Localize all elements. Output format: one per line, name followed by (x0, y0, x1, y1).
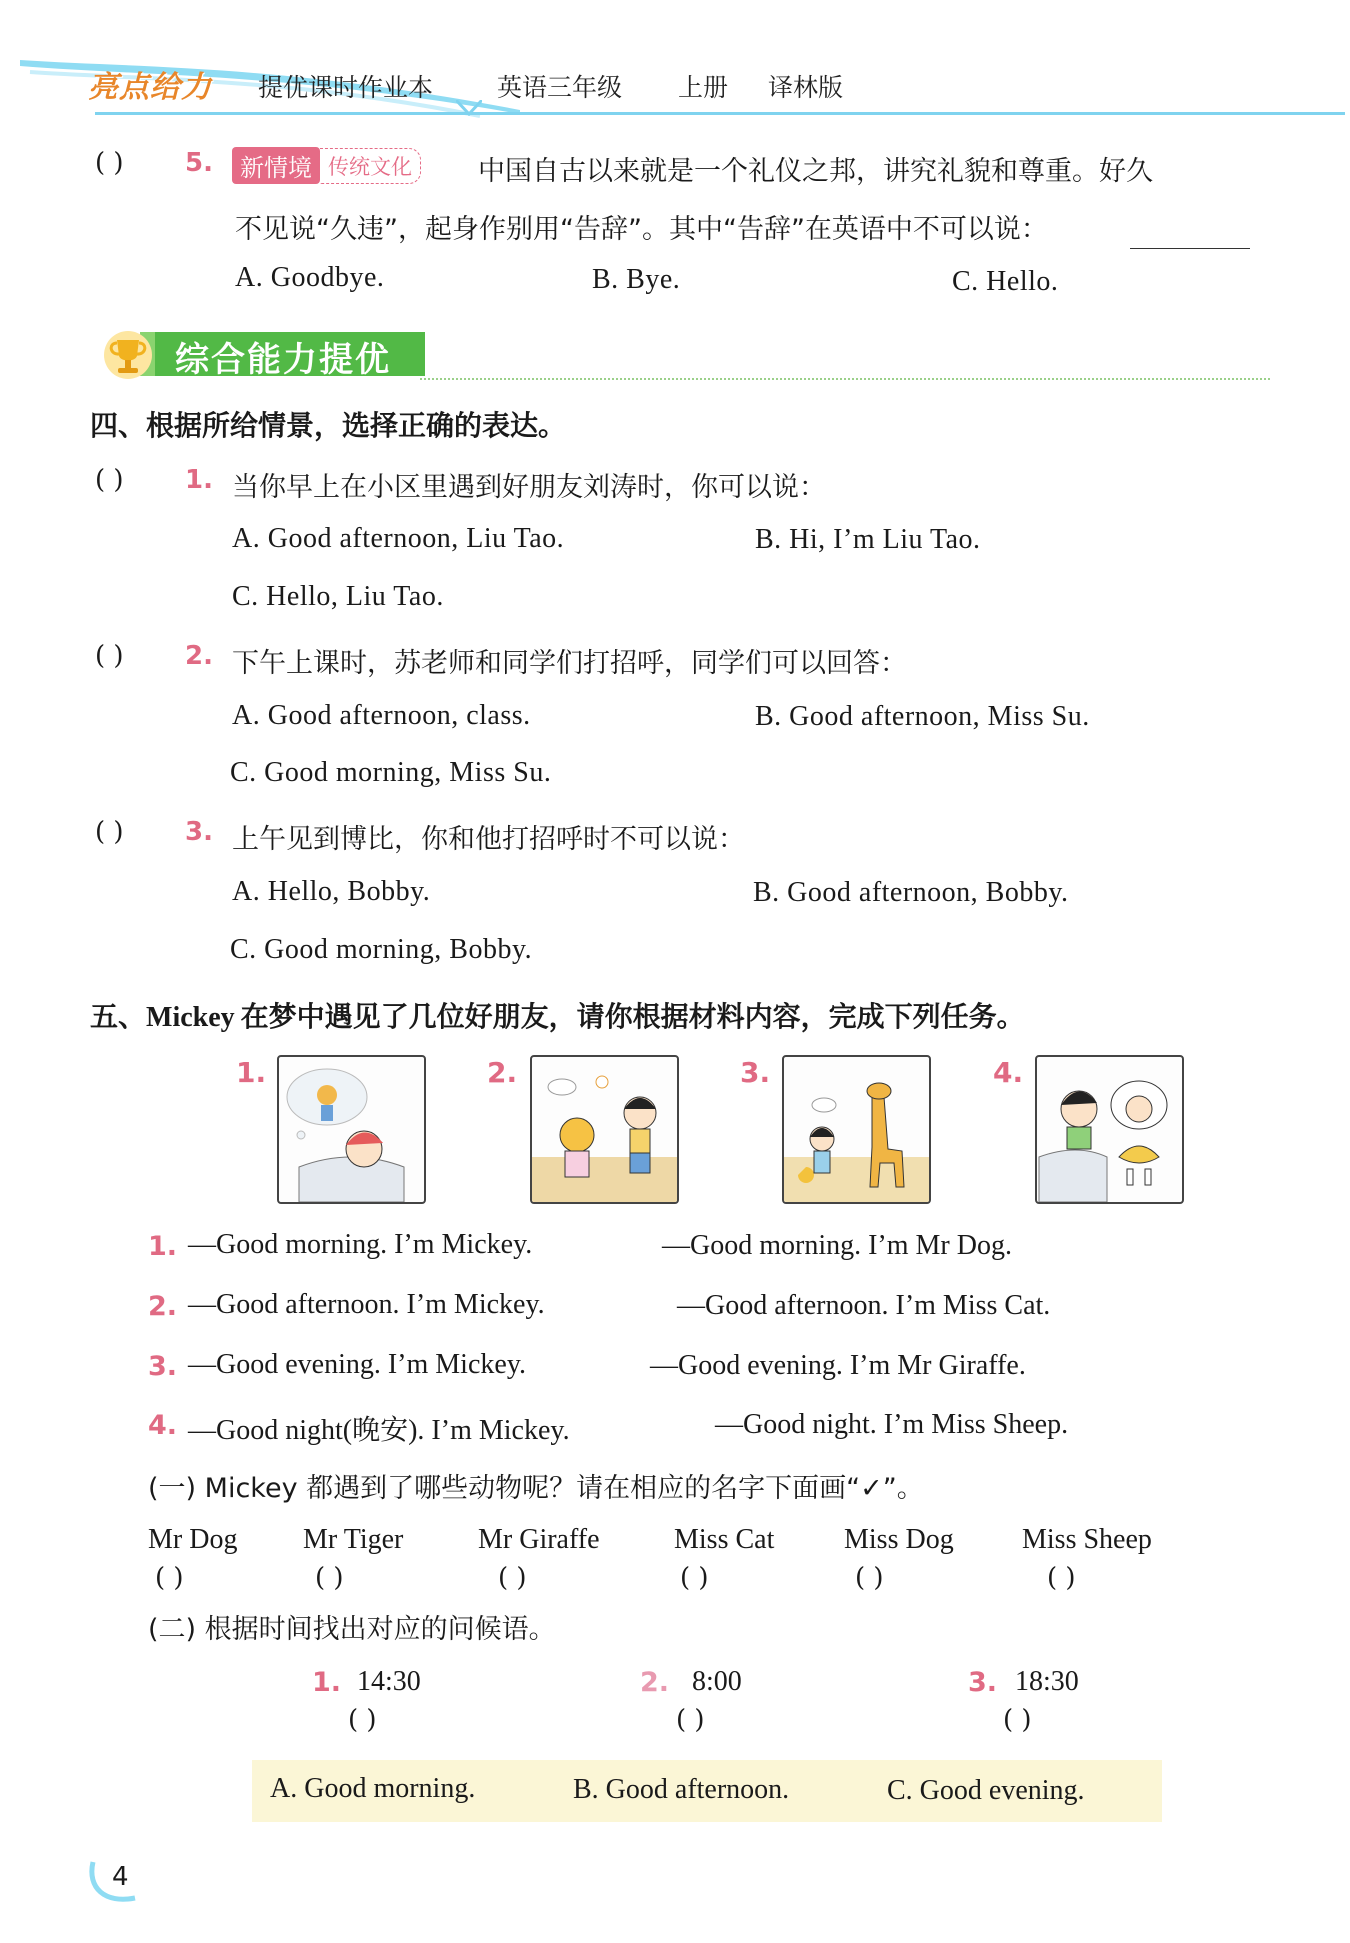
edition-label: 译林版 (768, 73, 844, 102)
animal-name: Mr Dog (148, 1524, 238, 1555)
time-value: 14:30 (357, 1666, 421, 1697)
dialogue-reply: —Good morning. I’m Mr Dog. (662, 1230, 1012, 1261)
dialogue-reply: —Good night. I’m Miss Sheep. (715, 1409, 1069, 1440)
dialogue-mickey: —Good night(晚安). I’m Mickey. (188, 1415, 570, 1446)
picture-giraffe-evening (782, 1055, 931, 1204)
answer-paren[interactable]: ( ) (95, 641, 124, 671)
dialogue-reply: —Good evening. I’m Mr Giraffe. (650, 1350, 1026, 1381)
question-number: 2. (185, 641, 213, 671)
picture-number: 2. (487, 1056, 518, 1089)
question-text: 下午上课时，苏老师和同学们打招呼，同学们可以回答： (232, 648, 907, 679)
animal-name: Miss Cat (674, 1524, 775, 1555)
check-paren[interactable]: ( ) (1047, 1563, 1076, 1593)
answer-blank[interactable] (1130, 218, 1250, 249)
picture-number: 3. (740, 1056, 771, 1089)
option-a: A. Good afternoon, class. (232, 700, 531, 731)
dialogue-reply: —Good afternoon. I’m Miss Cat. (677, 1290, 1051, 1321)
animal-name: Miss Sheep (1022, 1524, 1152, 1555)
culture-badge: 传统文化 (320, 148, 421, 184)
animal-name: Miss Dog (844, 1524, 954, 1555)
question-text: 上午见到博比，你和他打招呼时不可以说： (232, 824, 745, 855)
part5-heading (90, 995, 1025, 1035)
question-number: 1. (185, 465, 213, 495)
question-number: 5. (185, 148, 213, 178)
answer-paren[interactable]: ( ) (676, 1705, 705, 1735)
header-diamond-icon (456, 100, 482, 116)
option-a: A. Good afternoon, Liu Tao. (232, 523, 565, 554)
part4-heading: 四、根据所给情景，选择正确的表达。 (90, 409, 567, 442)
option-b: B. Hi, I’m Liu Tao. (755, 524, 981, 555)
option-c: C. Hello, Liu Tao. (232, 581, 444, 612)
time-number: 1. (312, 1667, 342, 1698)
task2-instruction: (二) 根据时间找出对应的问候语。 (148, 1614, 556, 1645)
volume-label: 上册 (678, 73, 729, 102)
time-value: 18:30 (1015, 1666, 1079, 1697)
dialogue-number: 1. (148, 1231, 178, 1262)
part5-heading-name: Mickey (146, 1002, 235, 1033)
question-text-line1: 中国自古以来就是一个礼仪之邦，讲究礼貌和尊重。好久 (478, 156, 1153, 187)
part5-heading-prefix: 五、 (90, 1000, 147, 1033)
context-badge (232, 147, 421, 184)
picture-number: 1. (236, 1056, 267, 1089)
choice-b: B. Good afternoon. (573, 1774, 790, 1805)
page-number: 4 (112, 1862, 129, 1892)
trophy-icon (98, 328, 158, 382)
picture-sheep-night (1035, 1055, 1184, 1204)
question-text-line2: 不见说“久违”，起身作别用“告辞”。其中“告辞”在英语中不可以说： (235, 214, 1048, 245)
dialogue-mickey: —Good evening. I’m Mickey. (188, 1349, 526, 1380)
check-paren[interactable]: ( ) (155, 1563, 184, 1593)
question-number: 3. (185, 817, 213, 847)
check-paren[interactable]: ( ) (498, 1563, 527, 1593)
option-b: B. Good afternoon, Miss Su. (755, 701, 1090, 732)
dialogue-number: 4. (148, 1410, 178, 1441)
dialogue-mickey: —Good afternoon. I’m Mickey. (188, 1289, 545, 1320)
check-paren[interactable]: ( ) (680, 1563, 709, 1593)
animal-name: Mr Tiger (303, 1524, 404, 1555)
question-text: 当你早上在小区里遇到好朋友刘涛时，你可以说： (232, 472, 826, 503)
task1-instruction: (一) Mickey 都遇到了哪些动物呢？请在相应的名字下面画“✓”。 (148, 1473, 924, 1504)
picture-cat-afternoon (530, 1055, 679, 1204)
dialogue-number: 3. (148, 1351, 178, 1382)
choice-c: C. Good evening. (887, 1775, 1085, 1806)
new-context-badge: 新情境 (232, 147, 320, 184)
option-b: B. Bye. (592, 264, 681, 295)
section-divider (420, 378, 1270, 380)
option-c: C. Hello. (952, 266, 1059, 297)
subject-label: 英语三年级 (497, 73, 623, 102)
brand-logo: 亮点给力 (88, 70, 212, 105)
picture-number: 4. (993, 1056, 1024, 1089)
picture-dog-dream (277, 1055, 426, 1204)
answer-paren[interactable]: ( ) (95, 148, 124, 178)
part5-heading-rest: 在梦中遇见了几位好朋友，请你根据材料内容，完成下列任务。 (240, 1000, 1025, 1033)
check-paren[interactable]: ( ) (855, 1563, 884, 1593)
option-a: A. Goodbye. (235, 262, 385, 293)
time-number: 2. (640, 1667, 670, 1698)
answer-paren[interactable]: ( ) (95, 465, 124, 495)
option-c: C. Good morning, Bobby. (230, 934, 533, 965)
series-title: 提优课时作业本 (258, 73, 434, 102)
option-a: A. Hello, Bobby. (232, 876, 431, 907)
answer-paren[interactable]: ( ) (1003, 1705, 1032, 1735)
time-number: 3. (968, 1667, 998, 1698)
dialogue-mickey: —Good morning. I’m Mickey. (188, 1229, 533, 1260)
choice-a: A. Good morning. (270, 1773, 476, 1804)
dialogue-number: 2. (148, 1291, 178, 1322)
animal-name: Mr Giraffe (478, 1524, 600, 1555)
option-c: C. Good morning, Miss Su. (230, 757, 552, 788)
answer-paren[interactable]: ( ) (95, 817, 124, 847)
check-paren[interactable]: ( ) (315, 1563, 344, 1593)
answer-paren[interactable]: ( ) (348, 1705, 377, 1735)
option-b: B. Good afternoon, Bobby. (753, 877, 1069, 908)
time-value: 8:00 (692, 1666, 742, 1697)
section-title: 综合能力提优 (175, 340, 391, 380)
header-rule (95, 112, 1345, 115)
